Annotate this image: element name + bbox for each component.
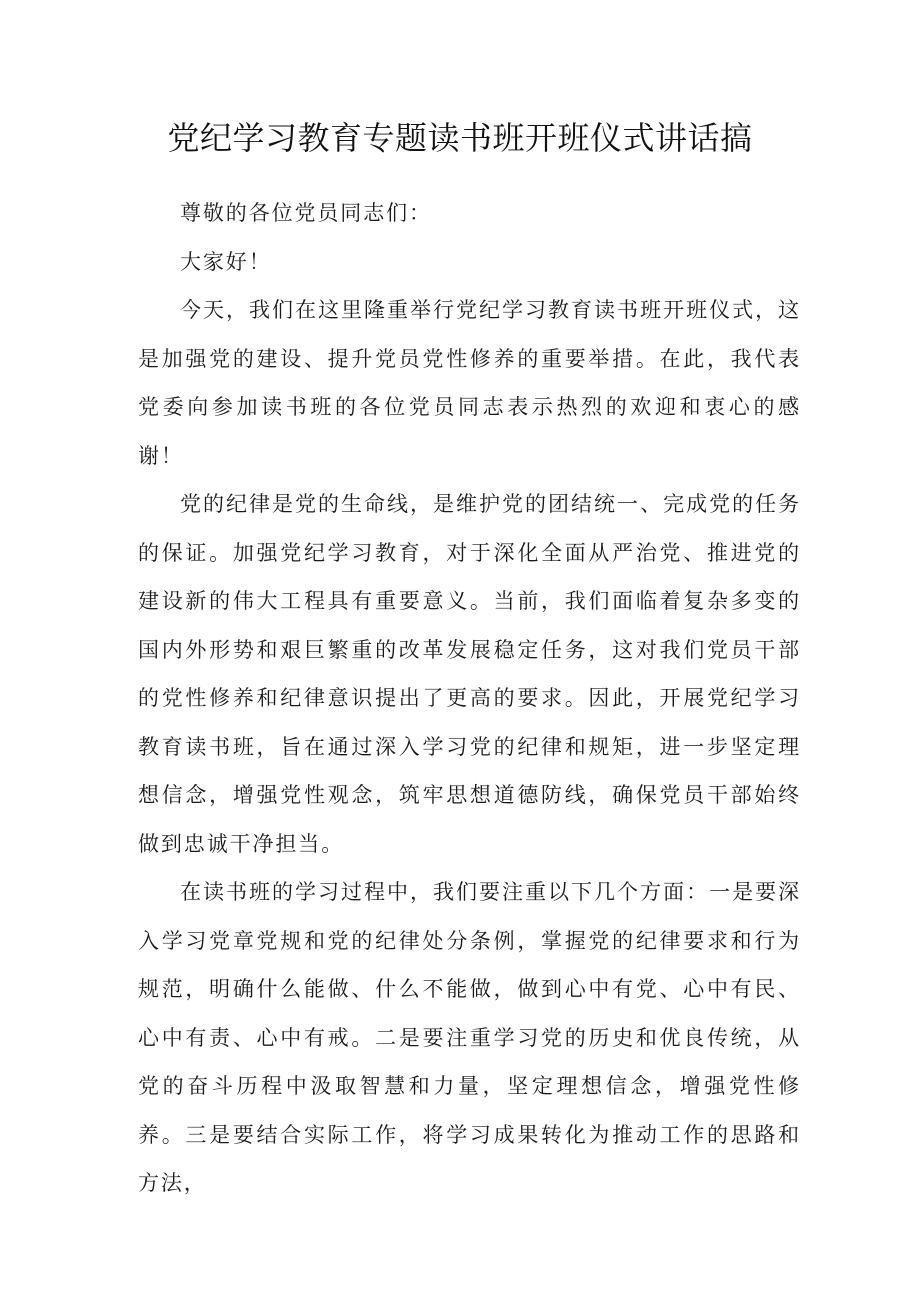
salutation: 尊敬的各位党员同志们： — [180, 201, 432, 225]
greeting: 大家好！ — [180, 249, 272, 274]
document-body — [138, 189, 801, 1208]
paragraph-opening: 今天，我们在这里隆重举行党纪学习教育读书班开班仪式，这是加强党的建设、提升党员党性修养的重要举措。在此，我代表党委向参加读书班的各位党员同志表示热烈的欢迎和衷心的感谢！ — [138, 298, 801, 468]
paragraph-study-focus: 在读书班的学习过程中，我们要注重以下几个方面：一是要深入学习党章党规和党的纪律处分条例，掌握党的纪律要求和行为规范，明确什么能做、什么不能做，做到心中有党、心中有民、心中有责、心中有戒。二是要注重学习党的历史和优良传统，从党的奋斗历程中汲取智慧和力量，坚定理想信念，增强党性修养。三是要结合实际工作，将学习成果转化为推动工作的思路和方法， — [138, 880, 801, 1195]
paragraph-discipline: 党的纪律是党的生命线，是维护党的团结统一、完成党的任务的保证。加强党纪学习教育，对于深化全面从严治党、推进党的建设新的伟大工程具有重要意义。当前，我们面临着复杂多变的国内外形势和艰巨繁重的改革发展稳定任务，这对我们党员干部的党性修养和纪律意识提出了更高的要求。因此，开展党纪学习教育读书班，旨在通过深入学习党的纪律和规矩，进一步坚定理想信念，增强党性观念，筑牢思想道德防线，确保党员干部始终做到忠诚干净担当。 — [138, 492, 801, 856]
document-title: 党纪学习教育专题读书班开班仪式讲话搞 — [167, 119, 753, 157]
